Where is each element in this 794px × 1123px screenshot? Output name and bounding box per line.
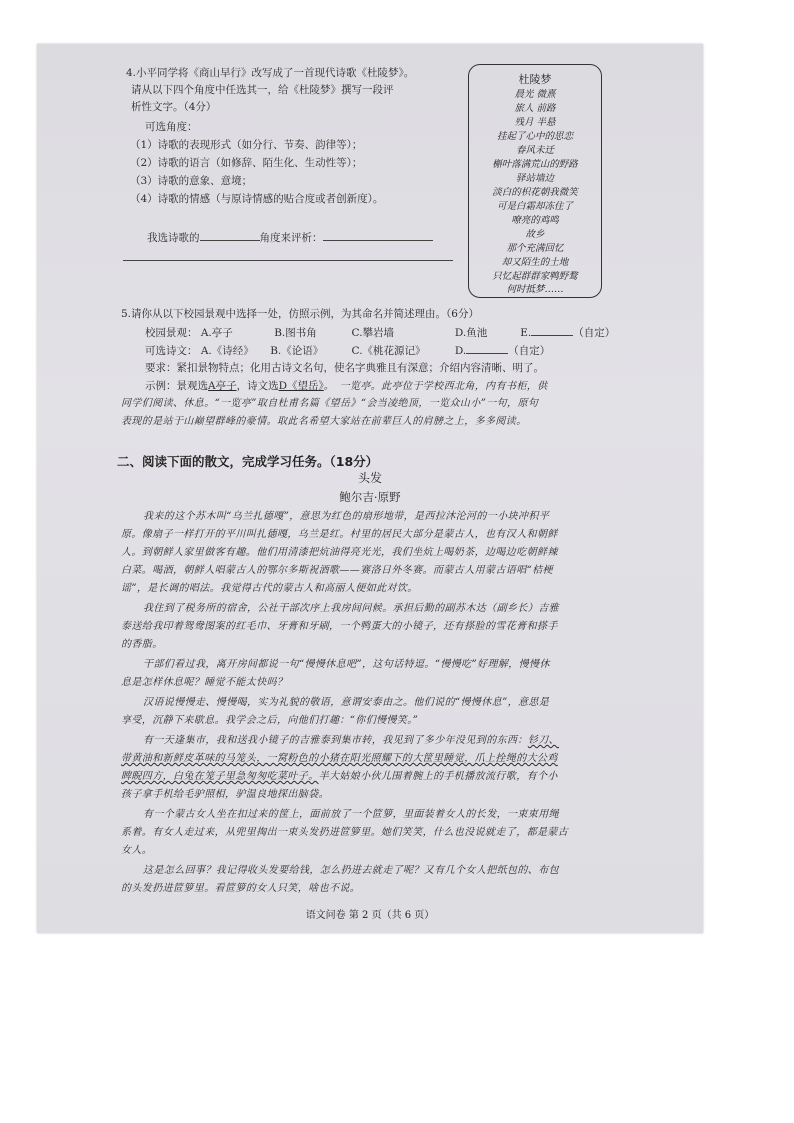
- q4-comment-blank-1[interactable]: [323, 230, 433, 241]
- q5-spot-e-note: （自定）: [573, 327, 616, 339]
- q5-example-line-1: [145, 379, 548, 394]
- essay-line: 系着。有女人走过来，从兜里掏出一束头发扔进笸箩里。她们笑笑，什么也没说就走了，都是蒙古: [121, 827, 569, 838]
- essay-line: 息是怎样休息呢？睡觉不能太快吗？: [121, 677, 288, 688]
- q5-example-poem: D《望岳》: [278, 380, 324, 392]
- q4-angle-2: （2）诗歌的语言（如修辞、陌生化、生动性等）；: [130, 157, 363, 169]
- q5-poem-d-blank[interactable]: [466, 343, 508, 354]
- essay-line: 孩子拿手机给毛驴照相，驴温良地探出脑袋。: [121, 789, 329, 800]
- essay-line: 的头发扔进笸箩里。看笸箩的女人只笑，啥也不说。: [121, 883, 361, 894]
- essay-line: 原。像扇子一样打开的平川叫扎德嘎，乌兰是红。村里的居民大部分是蒙古人，也有汉人和朝鲜: [121, 529, 558, 540]
- essay-line: 谣”，是长调的唱法。我觉得古代的蒙古人和高丽人便如此对饮。: [121, 583, 418, 594]
- poem-line: 晨光 微熹: [514, 89, 556, 100]
- essay-line: 白菜。喝酒，朝鲜人唱蒙古人的鄂尔多斯祝酒歌——赛洛日外冬赛。而蒙古人用蒙古语唱“桔梗: [121, 565, 553, 576]
- q4-angle-4: （4）诗歌的情感（与原诗情感的贴合度或者创新度）。: [130, 193, 384, 205]
- page-footer: 语文问卷 第 2 页（共 6 页）: [305, 910, 435, 921]
- q5-spot-c: C.攀岩墙: [351, 327, 395, 339]
- q5-spots-label: 校园景观：: [145, 327, 198, 339]
- q5-poem-d: D.: [454, 345, 467, 357]
- q5-poem-d-note: （自定）: [508, 345, 551, 357]
- q4-comment-blank-2[interactable]: [123, 260, 453, 261]
- poem-line: 旅人 前路: [514, 103, 556, 114]
- poem-line: 何时抵梦……: [506, 284, 564, 295]
- q4-answer-prefix: 我选诗歌的: [147, 232, 200, 244]
- poem-line: 槲叶落满荒山的野路: [492, 159, 578, 170]
- essay-line: 干部们看过我，离开房间都说一句“慢慢休息吧”，这句话特逗。“慢慢吃”好理解，慢慢休: [143, 659, 550, 670]
- q5-poems-label: 可选诗文：: [145, 345, 198, 357]
- essay-underlined-phrase: 钐刀、: [527, 735, 560, 746]
- poem-line: 嘹亮的鸡鸣: [511, 215, 559, 226]
- q5-spot-e-blank[interactable]: [531, 325, 573, 336]
- q4-angles-label: 可选角度：: [145, 121, 198, 133]
- essay-author: 鲍尔吉·原野: [339, 490, 401, 504]
- essay-title: 头发: [357, 471, 382, 485]
- poem-line: 可是白霜却冻住了: [496, 201, 573, 212]
- q5-title: 5.请你从以下校园景观中选择一处，仿照示例，为其命名并简述理由。（6分）: [121, 308, 479, 320]
- essay-line: [121, 770, 558, 784]
- essay-line: 人。到朝鲜人家里做客有趣。他们用清漆把炕油得亮光光，我们坐炕上喝奶茶，边喝边吃朝鲜辣: [121, 547, 558, 558]
- essay-line: 汉语说慢慢走、慢慢喝，实为礼貌的敬语，意谓安泰由之。他们说的“慢慢休息”，意思是: [143, 697, 550, 708]
- essay-line: 泰送给我印着鸳鸯图案的红毛巾、牙膏和牙刷，一个鸭蛋大的小镜子，还有搽脸的雪花膏和搽手: [121, 621, 558, 632]
- q5-example-tail: 。 一览亭。此亭位于学校西北角，内有书柜，供: [323, 381, 548, 392]
- essay-line: 女人。: [121, 845, 153, 856]
- q4-angle-1: （1）诗歌的表现形式（如分行、节奏、韵律等）；: [130, 139, 363, 151]
- q4-answer-middle: 角度来评析：: [259, 232, 323, 244]
- q5-poem-c: C.《桃花源记》: [351, 345, 426, 357]
- essay-line: 的香脂。: [121, 639, 163, 650]
- q5-example-line-2: 同学们阅读、休息。“一览亭”取自杜甫名篇《望岳》“会当凌绝顶，一览众山小”一句，原句: [121, 398, 539, 409]
- q5-spot-a: A.亭子: [200, 327, 233, 339]
- essay-line: 有一个蒙古女人坐在扣过来的筐上，面前放了一个笸箩，里面装着女人的长发，一束束用绳: [143, 809, 559, 820]
- poem-line: 淡白的枳花朝我微笑: [492, 187, 578, 198]
- q5-poem-a: A.《诗经》: [200, 345, 254, 357]
- q4-angle-blank[interactable]: [200, 230, 260, 241]
- poem-line: 驿站墙边: [515, 173, 554, 184]
- poem-title: 杜陵梦: [518, 73, 552, 86]
- exam-page: [37, 44, 703, 933]
- q5-spot-d: D.鱼池: [454, 327, 488, 339]
- essay-line: 享受，沉静下来歇息。我学会之后，向他们打趣：“你们慢慢笑。”: [121, 715, 419, 726]
- essay-line: 这是怎么回事？我记得收头发要给钱，怎么扔进去就走了呢？又有几个女人把纸包的、布包: [143, 865, 559, 876]
- section-2-title: 二、阅读下面的散文，完成学习任务。（18分）: [117, 454, 379, 469]
- q5-spots-row: [145, 325, 615, 340]
- essay-underlined-line: 带黄油和新鲜皮革味的马笼头，一窝粉色的小猪在阳光照耀下的大筐里睡觉，爪上拴绳的大公鸡: [121, 753, 558, 764]
- poem-line: 挂起了心中的思恋: [496, 131, 573, 142]
- q4-intro-1: 4.小平同学将《商山早行》改写成了一首现代诗歌《杜陵梦》。: [126, 67, 415, 79]
- q4-answer-line: [147, 230, 433, 245]
- q4-intro-3: 析性文字。（4分）: [131, 101, 217, 113]
- q5-example-mid: ，诗文选: [236, 380, 279, 392]
- poem-line: 那个充满回忆: [506, 243, 564, 254]
- poem-line: 只忆起群群家鸭野鹜: [492, 271, 578, 282]
- poem-line: 故乡: [525, 229, 545, 240]
- essay-line: 我住到了税务所的宿舍，公社干部次序上我房间问候。承担后勤的副苏木达（副乡长）吉雅: [143, 603, 559, 614]
- q4-intro-2: 请从以下四个角度中任选其一，给《杜陵梦》撰写一段评: [131, 84, 394, 96]
- q5-spot-b: B.图书角: [274, 327, 317, 339]
- poem-box: [468, 64, 602, 298]
- q5-poem-b: B.《论语》: [270, 345, 324, 357]
- q4-angle-3: （3）诗歌的意象、意境；: [130, 175, 253, 187]
- poem-line: 春风未迁: [515, 145, 554, 156]
- poem-line: 残月 半悬: [514, 117, 556, 128]
- essay-line: [143, 734, 559, 748]
- poem-line: 却又陌生的土地: [501, 257, 569, 268]
- q5-example-line-3: 表现的是站于山巅望群峰的豪情。取此名希望大家站在前辈巨人的肩膀之上，多多阅读。: [121, 416, 527, 427]
- q5-spot-e: E.: [520, 327, 532, 339]
- essay-line: 我来的这个苏木叫“乌兰扎德嘎”，意思为红色的扇形地带，是西拉沐沦河的一小块冲积平: [143, 511, 550, 522]
- essay-line-text: 半大姑娘小伙儿围着腕上的手机播放流行歌，有个小: [318, 771, 558, 782]
- essay-line-text: 有一天逢集市，我和送我小镜子的吉雅泰到集市转，我见到了多少年没见到的东西：: [143, 735, 528, 746]
- q5-requirement: 要求：紧扣景物特点；化用古诗文名句，使名字典雅且有深意；介绍内容清晰、明了。: [145, 362, 544, 374]
- q5-example-prefix: 示例：景观选: [145, 380, 208, 392]
- q5-poems-row: [145, 343, 550, 358]
- essay-underlined-phrase: 睥睨四方，白兔在笼子里急匆匆吃菜叶子。: [121, 771, 319, 782]
- q5-example-spot: A亭子: [208, 380, 237, 392]
